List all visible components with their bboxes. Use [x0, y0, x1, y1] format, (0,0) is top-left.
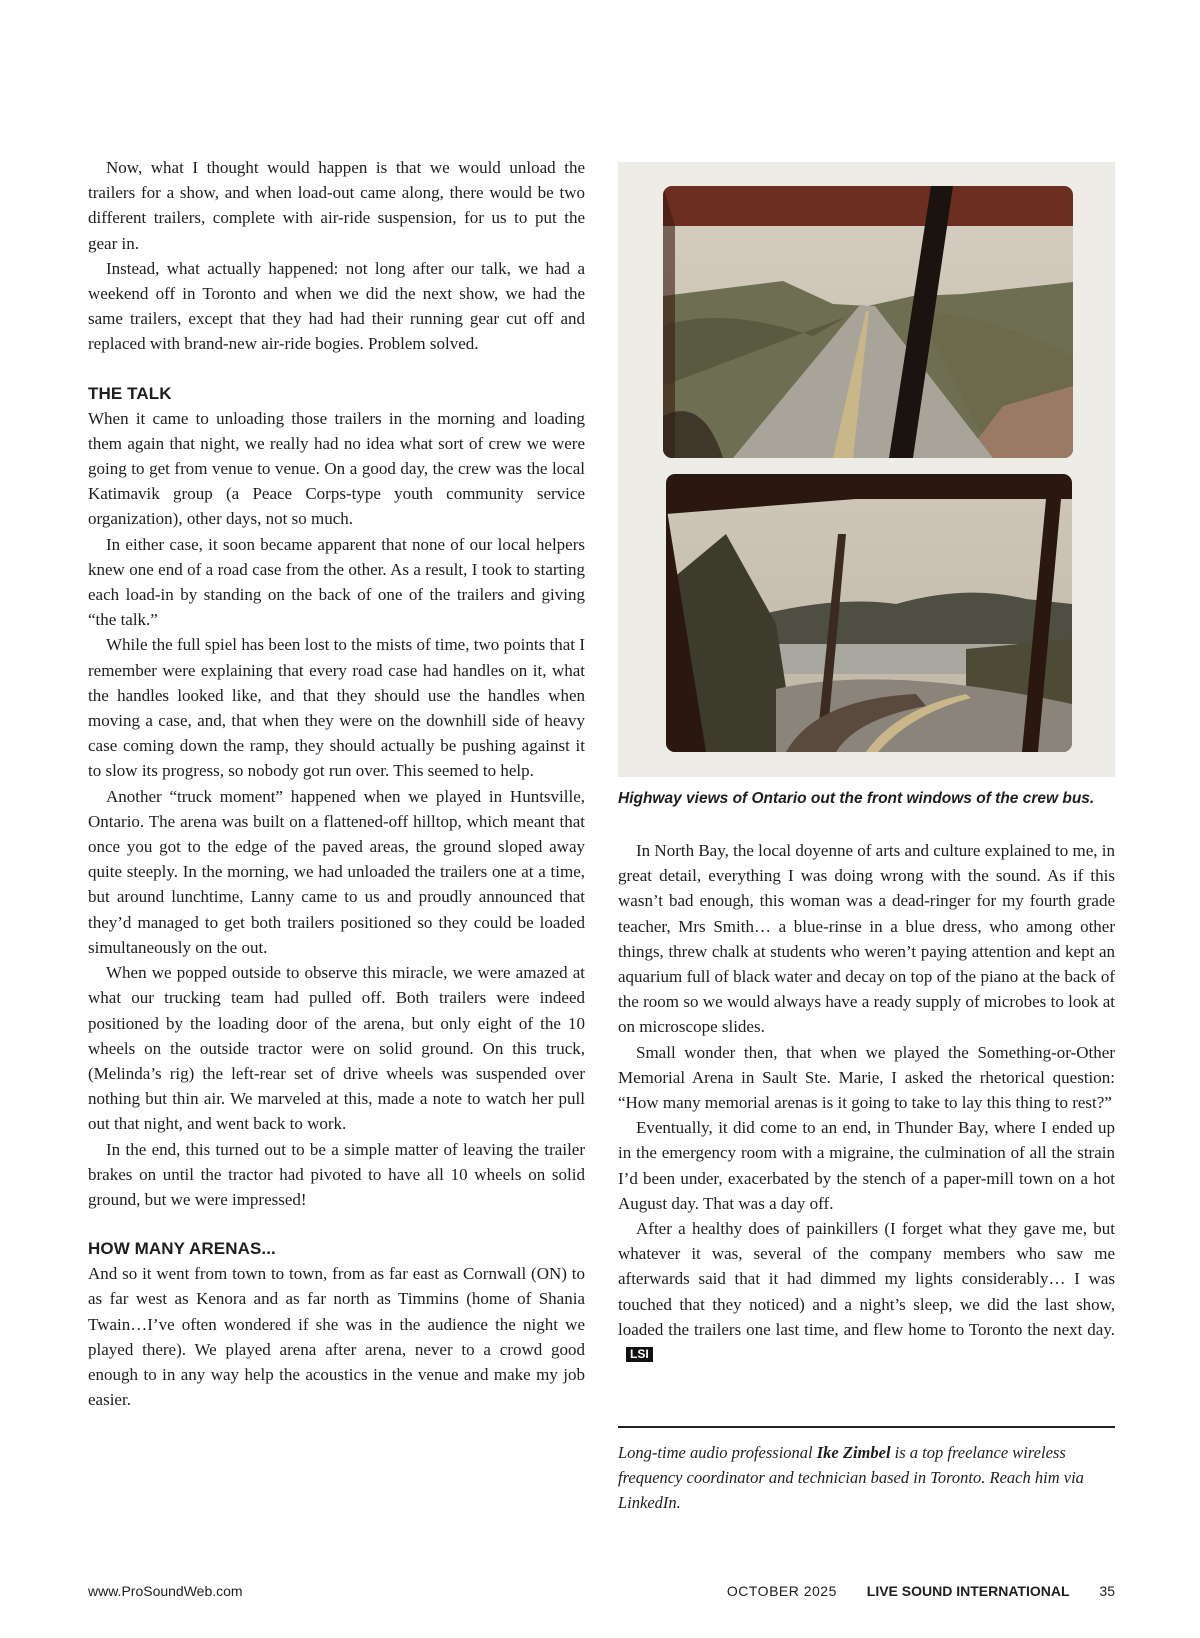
page-number: 35 [1099, 1583, 1115, 1599]
author-name: Ike Zimbel [816, 1443, 891, 1462]
bio-divider [618, 1426, 1115, 1428]
bio-suffix: is a top freelance wireless frequency coordinator and technician based in Toronto. Reach him via LinkedIn. [618, 1443, 1084, 1512]
paragraph: In North Bay, the local doyenne of arts and culture explained to me, in great detail, everything I was doing wrong with the sound. As if this wasn’t bad enough, this woman was a dead-ringer for my fourth grade teacher, Mrs Smith… a blue-rinse in a blue dress, who among other things, threw chalk at students who weren’t paying attention and kept an aquarium full of black water and decay on top of the piano at the back of the room so we would always have a ready supply of microbes to look at on microscope slides. [618, 841, 1115, 1037]
photo-frame [618, 162, 1115, 777]
paragraph: In the end, this turned out to be a simple matter of leaving the trailer brakes on until the tractor had pivoted to have all 10 wheels on solid ground, but we were impressed! [88, 1139, 585, 1209]
paragraph: When it came to unloading those trailers in the morning and loading them again that night, we really had no idea what sort of crew we were going to get from venue to venue. On a good day, the crew was the local Katimavik group (a Peace Corps-type youth community service organization), other days, not so much. [88, 408, 585, 529]
footer-url[interactable]: www.ProSoundWeb.com [88, 1583, 243, 1599]
paragraph: When we popped outside to observe this miracle, we were amazed at what our trucking team had pulled off. Both trailers were indeed positioned by the loading door of the arena, but only eight of the 10 wheels on the outside tractor were on solid ground. On this truck, (Melinda’s rig) the left-rear set of drive wheels was suspended over nothing but thin air. We marveled at this, made a note to watch her pull out that night, and went back to work. [88, 963, 585, 1134]
magazine-title: LIVE SOUND INTERNATIONAL [866, 1583, 1070, 1599]
footer-right [701, 1583, 1115, 1599]
end-mark-badge: LSI [626, 1347, 653, 1362]
paragraph: Instead, what actually happened: not long after our talk, we had a weekend off in Toronto and when we did the next show, we had the same trailers, except that they had had their running gear cut off and replaced with brand-new air-ride bogies. Problem solved. [88, 258, 585, 354]
paragraph: Small wonder then, that when we played the Something-or-Other Memorial Arena in Sault Ste. Marie, I asked the rhetorical question: “How many memorial arenas is it going to take to lay this thing to rest?” [618, 1042, 1115, 1113]
paragraph: Another “truck moment” happened when we played in Huntsville, Ontario. The arena was built on a flattened-off hilltop, which meant that once you got to the edge of the paved areas, the ground sloped away quite steeply. In the morning, we had unloaded the trailers one at a time, but around lunchtime, Lanny came to us and proudly announced that they’d managed to get both trailers positioned so they could be loaded simultaneously on the out. [88, 786, 585, 957]
section-heading: HOW MANY ARENAS... [88, 1239, 276, 1259]
issue-date: OCTOBER 2025 [726, 1583, 837, 1599]
paragraph: While the full spiel has been lost to the mists of time, two points that I remember were explaining that every road case had handles on it, what the handles looked like, and that they should use the handles when moving a case, and, that when they were on the downhill side of heavy case coming down the ramp, they should actually be pushing against it to slow its progress, so nobody got run over. This seemed to help. [88, 635, 585, 781]
paragraph: Now, what I thought would happen is that we would unload the trailers for a show, and when load-out came along, there would be two different trailers, complete with air-ride suspension, for us to put the gear in. [88, 158, 585, 253]
section-heading: THE TALK [88, 383, 172, 403]
paragraph: After a healthy does of painkillers (I forget what they gave me, but whatever it was, several of the company members who saw me afterwards said that it had dimmed my lights considerably… I was touched that they noticed) and a night’s sleep, we did the last show, loaded the trailers one last time, and flew home to Toronto the next day.LSI [618, 1219, 1115, 1362]
highway-photo-top [663, 186, 1073, 458]
page-footer [88, 1583, 1115, 1603]
highway-photo-bottom [666, 474, 1072, 752]
author-bio [618, 1440, 1115, 1515]
article-column-left [88, 155, 585, 1412]
paragraph: Eventually, it did come to an end, in Thunder Bay, where I ended up in the emergency room with a migraine, the culmination of all the strain I’d been under, exacerbated by the stench of a paper-mill town on a hot August day. That was a day off. [618, 1118, 1115, 1213]
article-column-right [618, 838, 1115, 1367]
photo-caption: Highway views of Ontario out the front windows of the crew bus. [618, 790, 1095, 807]
paragraph: In either case, it soon became apparent that none of our local helpers knew one end of a road case from the other. As a result, I took to starting each load-in by standing on the back of one of the trailers and giving “the talk.” [88, 534, 585, 630]
paragraph: And so it went from town to town, from as far east as Cornwall (ON) to as far west as Kenora and as far north as Timmins (home of Shania Twain…I’ve often wondered if she was in the audience the night we played there). We played arena after arena, never to a crowd good enough to in any way help the acoustics in the venue and make my job easier. [88, 1264, 585, 1410]
bio-prefix: Long-time audio professional [618, 1443, 817, 1462]
